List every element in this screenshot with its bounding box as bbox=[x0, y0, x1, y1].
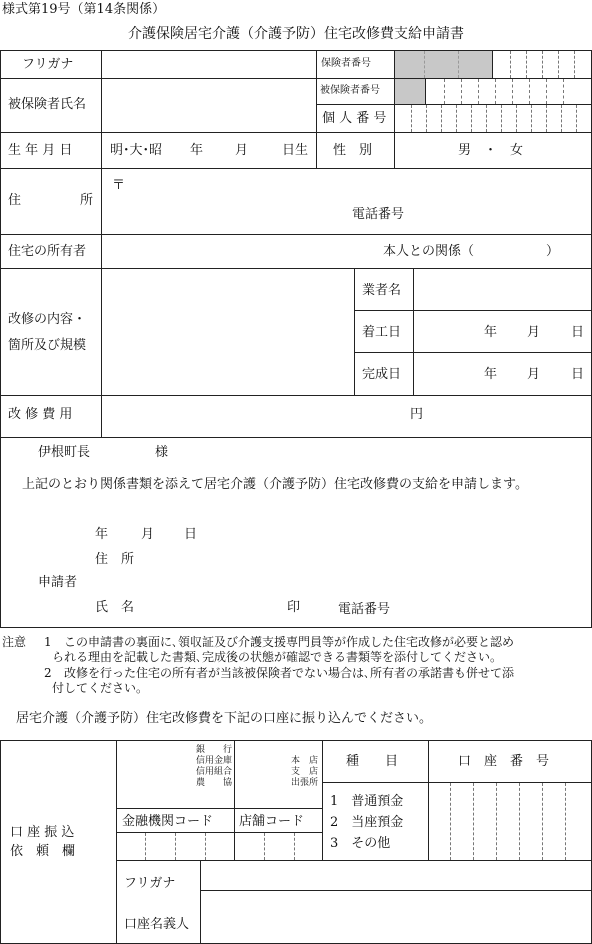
furigana-field[interactable] bbox=[103, 52, 313, 76]
application-statement: 上記のとおり関係書類を添えて居宅介護（介護予防）住宅改修費の支給を申請します。 bbox=[22, 477, 528, 492]
account-type-label: 種 目 bbox=[346, 754, 399, 769]
birth-era-options[interactable]: 明･大･昭 bbox=[110, 143, 163, 158]
applicant-address-label: 住 所 bbox=[95, 552, 135, 567]
notes-head: 注意 bbox=[2, 635, 27, 649]
owner-label: 住宅の所有者 bbox=[8, 244, 87, 259]
institution-type-shinkin: 信用金庫 bbox=[195, 756, 232, 766]
birth-day-unit: 日生 bbox=[282, 143, 309, 158]
applicant-name-field[interactable] bbox=[145, 595, 280, 619]
start-year-unit: 年 bbox=[484, 325, 498, 340]
sex-label: 性 別 bbox=[333, 143, 373, 158]
bank-section-label-line2: 依 頼 欄 bbox=[10, 844, 76, 859]
branch-name-field[interactable] bbox=[236, 742, 280, 806]
reform-label-line1: 改修の内容・ bbox=[8, 312, 87, 327]
personal-number-label: 個 人 番 号 bbox=[322, 111, 387, 126]
account-number-field[interactable] bbox=[430, 784, 590, 859]
account-type-other[interactable]: 3 その他 bbox=[330, 836, 391, 851]
insurer-number-field[interactable] bbox=[495, 52, 590, 77]
address-field[interactable] bbox=[125, 172, 585, 202]
insured-number-label: 被保険者番号 bbox=[320, 85, 380, 96]
insurer-number-label: 保険者番号 bbox=[321, 58, 371, 69]
account-number-label: 口 座 番 号 bbox=[458, 754, 550, 769]
insured-name-field[interactable] bbox=[103, 80, 313, 130]
relation-label: 本人との関係（ bbox=[383, 244, 475, 259]
contractor-field[interactable] bbox=[416, 270, 590, 308]
reform-label-line2: 箇所及び規模 bbox=[8, 338, 87, 353]
birth-year-unit: 年 bbox=[190, 143, 204, 158]
applicant-label: 申請者 bbox=[38, 575, 78, 590]
furigana-label: フリガナ bbox=[22, 57, 74, 72]
address-phone-field[interactable] bbox=[415, 204, 585, 230]
holder-furigana-label: フリガナ bbox=[124, 876, 176, 891]
institution-type-bank: 銀 行 bbox=[195, 745, 232, 755]
complete-day-unit: 日 bbox=[571, 367, 585, 382]
applicant-phone-field[interactable] bbox=[400, 597, 580, 621]
complete-year-unit: 年 bbox=[484, 367, 498, 382]
relation-field[interactable] bbox=[482, 238, 544, 264]
branch-type-office: 出張所 bbox=[290, 778, 318, 788]
note2-number: 2 bbox=[44, 666, 52, 680]
address-phone-label: 電話番号 bbox=[352, 207, 405, 222]
address-label-end: 所 bbox=[80, 193, 94, 208]
cost-label: 改 修 費 用 bbox=[8, 407, 73, 422]
applicant-name-label: 氏 名 bbox=[95, 600, 135, 615]
honorific: 様 bbox=[155, 445, 169, 460]
account-holder-field[interactable] bbox=[202, 892, 590, 942]
applicant-phone-label: 電話番号 bbox=[338, 602, 391, 617]
yen-unit: 円 bbox=[410, 407, 424, 422]
start-month-unit: 月 bbox=[527, 325, 541, 340]
sex-options[interactable]: 男 ・ 女 bbox=[458, 143, 524, 158]
apply-month-unit: 月 bbox=[141, 527, 155, 542]
branch-type-list bbox=[276, 756, 318, 789]
bank-intro: 居宅介護（介護予防）住宅改修費を下記の口座に振り込んでください。 bbox=[16, 711, 433, 726]
seal-mark: 印 bbox=[287, 600, 301, 615]
bank-section-label-line1: 口 座 振 込 bbox=[10, 825, 75, 840]
branch-type-main: 本 店 bbox=[290, 756, 318, 766]
form-number: 様式第19号（第14条関係） bbox=[2, 2, 166, 17]
bank-code-field[interactable] bbox=[118, 834, 232, 859]
account-type-ordinary[interactable]: 1 普通預金 bbox=[330, 794, 404, 809]
account-holder-label: 口座名義人 bbox=[124, 917, 190, 932]
note2-line1: 改修を行った住宅の所有者が当該被保険者でない場合は､所有者の承諾書も併せて添 bbox=[64, 666, 515, 680]
bank-code-label: 金融機関コード bbox=[122, 814, 214, 829]
contractor-label: 業者名 bbox=[362, 283, 402, 298]
institution-type-nokyo: 農 協 bbox=[195, 778, 232, 788]
birth-month-unit: 月 bbox=[235, 143, 249, 158]
institution-type-kumiai: 信用組合 bbox=[195, 767, 232, 777]
branch-type-branch: 支 店 bbox=[290, 767, 318, 777]
holder-furigana-field[interactable] bbox=[202, 862, 590, 889]
note1-number: 1 bbox=[44, 635, 52, 649]
branch-code-label: 店舗コード bbox=[239, 814, 305, 829]
personal-number-field[interactable] bbox=[396, 106, 590, 131]
apply-year-unit: 年 bbox=[95, 527, 109, 542]
cost-field[interactable] bbox=[103, 397, 403, 435]
complete-month-unit: 月 bbox=[527, 367, 541, 382]
institution-type-list bbox=[172, 745, 232, 789]
relation-close: ） bbox=[546, 244, 560, 259]
address-label-start: 住 bbox=[8, 193, 22, 208]
insured-name-label: 被保険者氏名 bbox=[8, 97, 87, 112]
note1-line1: この申請書の裏面に､領収証及び介護支援専門員等が作成した住宅改修が必要と認め bbox=[64, 635, 515, 649]
birth-date-label: 生 年 月 日 bbox=[8, 143, 73, 158]
start-date-label: 着工日 bbox=[362, 325, 402, 340]
apply-day-unit: 日 bbox=[184, 527, 198, 542]
page-title: 介護保険居宅介護（介護予防）住宅改修費支給申請書 bbox=[128, 26, 464, 42]
note1-line2: られる理由を記載した書類､完成後の状態が確認できる書類等を添付してください。 bbox=[52, 650, 503, 664]
branch-code-field[interactable] bbox=[236, 834, 320, 859]
applicant-address-field[interactable] bbox=[145, 547, 575, 571]
account-type-current[interactable]: 2 当座預金 bbox=[330, 815, 404, 830]
postal-mark: 〒 bbox=[112, 178, 126, 193]
start-day-unit: 日 bbox=[571, 325, 585, 340]
note2-line2: 付してください。 bbox=[52, 681, 149, 695]
complete-date-label: 完成日 bbox=[362, 367, 402, 382]
insured-number-field[interactable] bbox=[427, 80, 590, 103]
owner-field[interactable] bbox=[103, 236, 373, 266]
reform-content-field[interactable] bbox=[103, 270, 351, 393]
addressee: 伊根町長 bbox=[38, 445, 91, 460]
